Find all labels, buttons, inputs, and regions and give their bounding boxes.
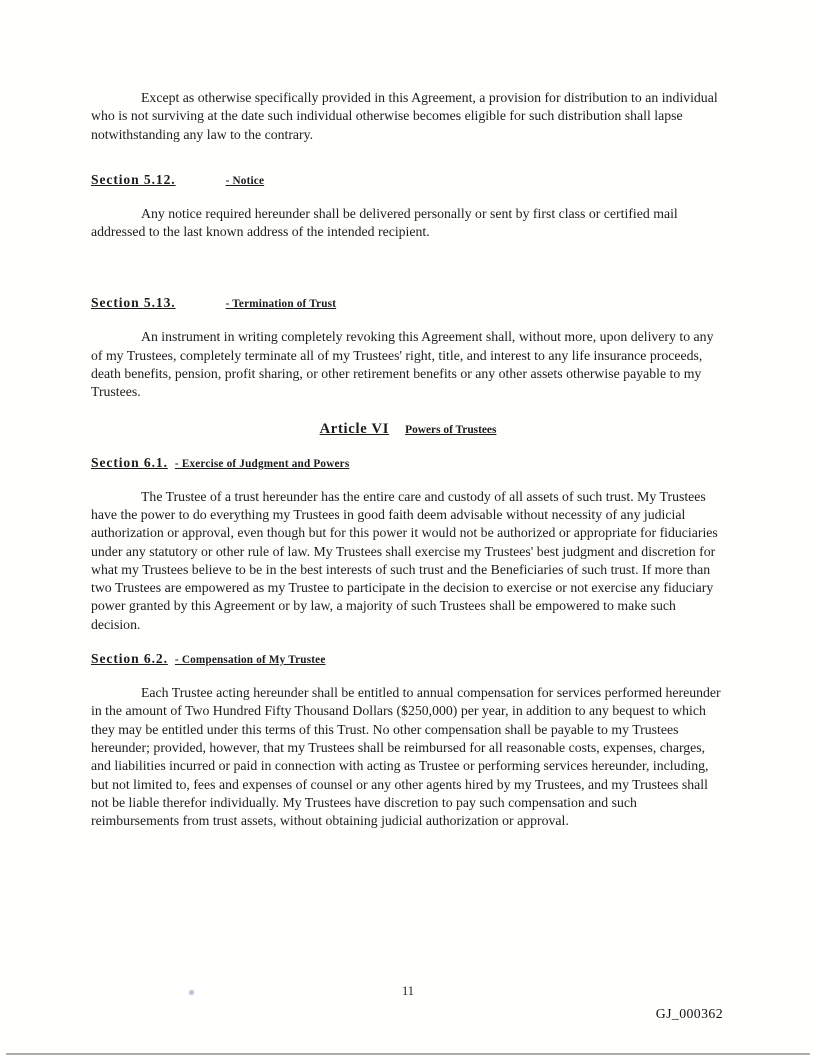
section-6-1-heading [91, 454, 725, 473]
paragraph-compensation: Each Trustee acting hereunder shall be entitled to annual compensation for services performed hereunder in the amount of Two Hundred Fifty Thousand Dollars ($250,000) per year, in addition to any bequest to which they may be entitled under this terms of this Trust. No other compensation shall be payable to my Trustees hereunder; provided, however, that my Trustees shall be reimbursed for all reasonable costs, expenses, charges, and liabilities incurred or paid in connection with acting as Trustee or performing services hereunder, including, but not limited to, fees and expenses of counsel or any other agents hired by my Trustees, and my Trustees shall not be liable therefor individually. My Trustees have discretion to pay such compensation and such reimbursements from trust assets, without obtaining judicial authorization or approval. [91, 685, 721, 829]
bates-stamp: GJ_000362 [655, 1006, 723, 1021]
section-6-2-heading [91, 650, 725, 669]
section-5-12-heading [91, 171, 725, 190]
section-6-2-title: - Compensation of My Trustee [174, 654, 326, 667]
section-5-13-number: Section 5.13. [91, 295, 176, 311]
paragraph-exercise-of-judgment: The Trustee of a trust hereunder has the entire care and custody of all assets of such trust. My Trustees have the power to do everything my Trustees in good faith deem advisable without necessity of any judicial authorization or approval, even though but for this power it would not be authorized or appropriate for fiduciaries under any statutory or other rule of law. My Trustees shall exercise my Trustees' best judgment and discretion for what my Trustees believe to be in the best interests of such trust and the Beneficiaries of such trust. If more than two Trustees are empowered as my Trustee to participate in the decision to exercise or not exercise any fiduciary power granted by this Agreement or by law, a majority of such Trustees shall be empowered to make such decision. [91, 488, 718, 632]
section-6-1-title: - Exercise of Judgment and Powers [174, 457, 350, 470]
article-vi-number: Article VI [319, 420, 390, 437]
section-5-13-heading [91, 294, 725, 313]
section-6-2-number: Section 6.2. [91, 651, 168, 667]
scan-bottom-edge-artifact [6, 1053, 810, 1055]
paragraph-termination-of-trust: An instrument in writing completely revoking this Agreement shall, without more, upon delivery to any of my Trustees, completely terminate all of my Trustees' right, title, and interest to any life insurance proceeds, death benefits, pension, profit sharing, or other retirement benefits or any other assets otherwise payable to my Trustees. [91, 329, 714, 400]
page-number: 11 [401, 984, 415, 998]
section-5-12-number: Section 5.12. [91, 171, 176, 187]
section-5-12-title: - Notice [225, 174, 265, 187]
article-vi-heading [91, 419, 725, 440]
paragraph-distribution-lapse: Except as otherwise specifically provided in this Agreement, a provision for distribution to an individual who is not surviving at the date such individual otherwise becomes eligible for such distribution shall lapse notwithstanding any law to the contrary. [91, 90, 718, 142]
section-5-13-title: - Termination of Trust [225, 298, 337, 311]
section-6-1-number: Section 6.1. [91, 454, 168, 470]
page-content [91, 89, 725, 830]
article-vi-title: Powers of Trustees [405, 423, 497, 436]
paragraph-notice: Any notice required hereunder shall be delivered personally or sent by first class or certified mail addressed to the last known address of the intended recipient. [91, 205, 678, 240]
